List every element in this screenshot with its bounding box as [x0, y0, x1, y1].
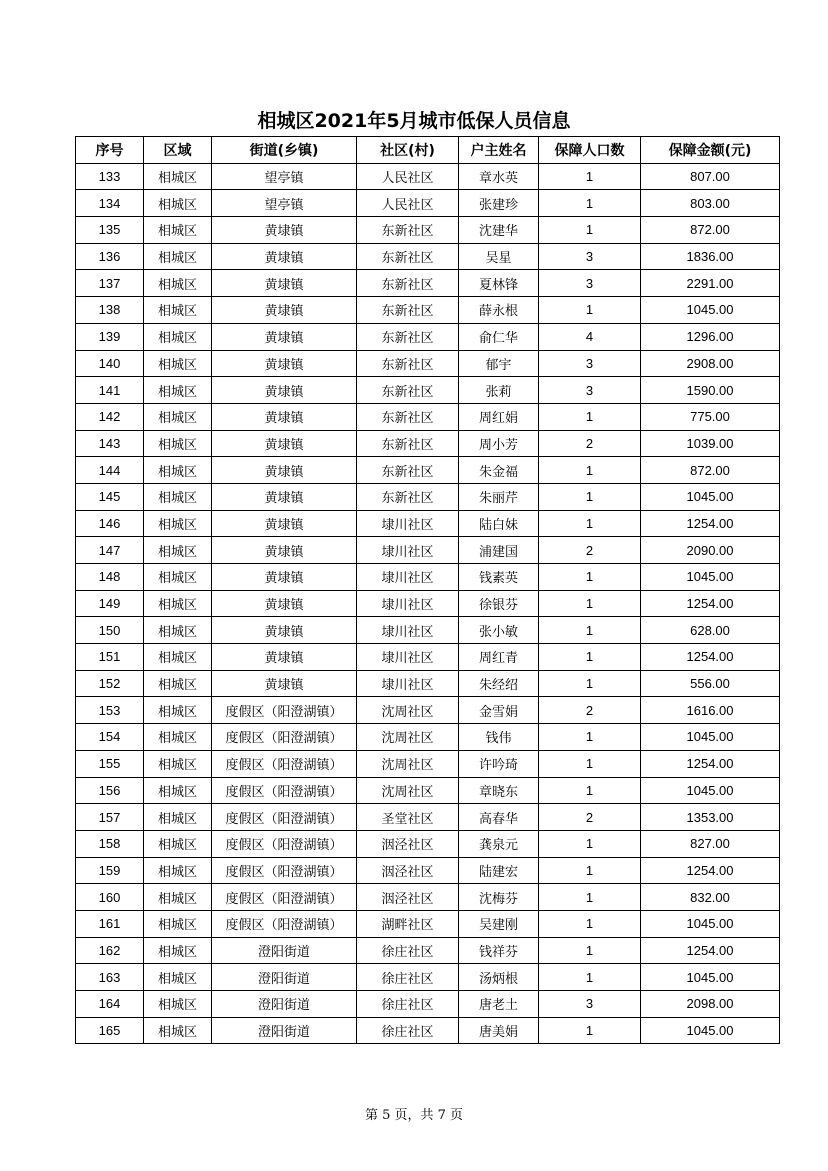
cell-amount: 1045.00: [641, 777, 780, 804]
cell-householder: 唐美娟: [459, 1017, 539, 1044]
table-row: [76, 777, 780, 804]
cell-householder: 张小敏: [459, 617, 539, 644]
cell-district: 相城区: [144, 724, 212, 751]
cell-householder: 陆建宏: [459, 857, 539, 884]
cell-amount: 2098.00: [641, 991, 780, 1018]
cell-householder: 张建珍: [459, 190, 539, 217]
cell-householder: 吴建刚: [459, 910, 539, 937]
cell-people-count: 2: [539, 697, 641, 724]
cell-district: 相城区: [144, 617, 212, 644]
header-street: 街道(乡镇): [212, 137, 357, 164]
cell-householder: 许吟琦: [459, 750, 539, 777]
cell-seq: 147: [76, 537, 144, 564]
cell-street: 黄埭镇: [212, 377, 357, 404]
cell-householder: 张莉: [459, 377, 539, 404]
cell-people-count: 1: [539, 937, 641, 964]
cell-people-count: 1: [539, 670, 641, 697]
cell-street: 黄埭镇: [212, 270, 357, 297]
cell-street: 度假区（阳澄湖镇）: [212, 697, 357, 724]
cell-householder: 钱素英: [459, 564, 539, 591]
cell-community: 东新社区: [357, 217, 459, 244]
cell-community: 东新社区: [357, 377, 459, 404]
cell-community: 洇泾社区: [357, 857, 459, 884]
table-row: [76, 297, 780, 324]
cell-district: 相城区: [144, 564, 212, 591]
cell-people-count: 1: [539, 724, 641, 751]
cell-street: 黄埭镇: [212, 483, 357, 510]
cell-community: 东新社区: [357, 243, 459, 270]
cell-street: 度假区（阳澄湖镇）: [212, 857, 357, 884]
cell-street: 黄埭镇: [212, 297, 357, 324]
cell-people-count: 1: [539, 884, 641, 911]
cell-amount: 832.00: [641, 884, 780, 911]
cell-amount: 1254.00: [641, 644, 780, 671]
cell-street: 黄埭镇: [212, 537, 357, 564]
cell-people-count: 4: [539, 323, 641, 350]
cell-householder: 朱金福: [459, 457, 539, 484]
cell-street: 澄阳街道: [212, 991, 357, 1018]
cell-district: 相城区: [144, 537, 212, 564]
cell-people-count: 2: [539, 537, 641, 564]
cell-community: 埭川社区: [357, 617, 459, 644]
cell-amount: 1254.00: [641, 750, 780, 777]
cell-district: 相城区: [144, 243, 212, 270]
cell-seq: 153: [76, 697, 144, 724]
cell-people-count: 3: [539, 991, 641, 1018]
cell-street: 度假区（阳澄湖镇）: [212, 750, 357, 777]
cell-street: 黄埭镇: [212, 617, 357, 644]
cell-street: 度假区（阳澄湖镇）: [212, 724, 357, 751]
cell-street: 黄埭镇: [212, 430, 357, 457]
cell-street: 黄埭镇: [212, 217, 357, 244]
cell-amount: 1836.00: [641, 243, 780, 270]
cell-community: 人民社区: [357, 163, 459, 190]
cell-amount: 803.00: [641, 190, 780, 217]
table-row: [76, 617, 780, 644]
cell-householder: 周小芳: [459, 430, 539, 457]
cell-amount: 1045.00: [641, 910, 780, 937]
cell-people-count: 2: [539, 430, 641, 457]
cell-district: 相城区: [144, 697, 212, 724]
cell-seq: 133: [76, 163, 144, 190]
cell-community: 人民社区: [357, 190, 459, 217]
table-row: [76, 937, 780, 964]
cell-people-count: 3: [539, 270, 641, 297]
cell-street: 澄阳街道: [212, 1017, 357, 1044]
cell-community: 东新社区: [357, 403, 459, 430]
cell-amount: 1254.00: [641, 510, 780, 537]
cell-community: 洇泾社区: [357, 884, 459, 911]
cell-householder: 薛永根: [459, 297, 539, 324]
cell-seq: 140: [76, 350, 144, 377]
cell-amount: 827.00: [641, 830, 780, 857]
cell-district: 相城区: [144, 510, 212, 537]
cell-community: 湖畔社区: [357, 910, 459, 937]
cell-householder: 俞仁华: [459, 323, 539, 350]
cell-street: 黄埭镇: [212, 670, 357, 697]
cell-householder: 沈梅芬: [459, 884, 539, 911]
cell-street: 黄埭镇: [212, 644, 357, 671]
cell-householder: 章水英: [459, 163, 539, 190]
cell-people-count: 1: [539, 857, 641, 884]
cell-district: 相城区: [144, 830, 212, 857]
cell-district: 相城区: [144, 297, 212, 324]
cell-district: 相城区: [144, 270, 212, 297]
cell-people-count: 1: [539, 564, 641, 591]
cell-community: 埭川社区: [357, 537, 459, 564]
cell-amount: 1254.00: [641, 590, 780, 617]
cell-street: 望亭镇: [212, 190, 357, 217]
table-row: [76, 190, 780, 217]
cell-street: 度假区（阳澄湖镇）: [212, 884, 357, 911]
recipients-table: [75, 136, 780, 1044]
cell-householder: 唐老土: [459, 991, 539, 1018]
cell-amount: 556.00: [641, 670, 780, 697]
cell-street: 澄阳街道: [212, 964, 357, 991]
table-row: [76, 724, 780, 751]
table-row: [76, 217, 780, 244]
cell-community: 东新社区: [357, 350, 459, 377]
cell-community: 东新社区: [357, 323, 459, 350]
cell-street: 黄埭镇: [212, 590, 357, 617]
cell-people-count: 1: [539, 964, 641, 991]
cell-householder: 周红娟: [459, 403, 539, 430]
cell-amount: 1045.00: [641, 1017, 780, 1044]
cell-people-count: 1: [539, 457, 641, 484]
cell-people-count: 1: [539, 217, 641, 244]
cell-community: 洇泾社区: [357, 830, 459, 857]
cell-street: 黄埭镇: [212, 510, 357, 537]
cell-district: 相城区: [144, 750, 212, 777]
cell-community: 徐庄社区: [357, 964, 459, 991]
table-row: [76, 403, 780, 430]
header-row: [76, 137, 780, 164]
cell-amount: 1254.00: [641, 937, 780, 964]
cell-seq: 138: [76, 297, 144, 324]
table-row: [76, 804, 780, 831]
cell-householder: 周红青: [459, 644, 539, 671]
cell-amount: 628.00: [641, 617, 780, 644]
cell-street: 望亭镇: [212, 163, 357, 190]
cell-seq: 144: [76, 457, 144, 484]
cell-street: 黄埭镇: [212, 403, 357, 430]
table-row: [76, 697, 780, 724]
cell-seq: 154: [76, 724, 144, 751]
page-title: 相城区2021年5月城市低保人员信息: [257, 110, 571, 132]
cell-people-count: 1: [539, 910, 641, 937]
cell-householder: 汤炳根: [459, 964, 539, 991]
cell-district: 相城区: [144, 483, 212, 510]
cell-district: 相城区: [144, 804, 212, 831]
cell-seq: 145: [76, 483, 144, 510]
cell-seq: 161: [76, 910, 144, 937]
table-row: [76, 510, 780, 537]
cell-street: 澄阳街道: [212, 937, 357, 964]
table-row: [76, 910, 780, 937]
cell-street: 黄埭镇: [212, 243, 357, 270]
cell-amount: 1045.00: [641, 483, 780, 510]
cell-seq: 163: [76, 964, 144, 991]
cell-householder: 夏林锋: [459, 270, 539, 297]
table-row: [76, 670, 780, 697]
cell-district: 相城区: [144, 323, 212, 350]
table-row: [76, 1017, 780, 1044]
cell-people-count: 1: [539, 777, 641, 804]
cell-community: 沈周社区: [357, 724, 459, 751]
cell-community: 埭川社区: [357, 510, 459, 537]
cell-district: 相城区: [144, 350, 212, 377]
cell-street: 黄埭镇: [212, 350, 357, 377]
cell-householder: 郁宇: [459, 350, 539, 377]
cell-street: 度假区（阳澄湖镇）: [212, 910, 357, 937]
cell-community: 东新社区: [357, 270, 459, 297]
table-row: [76, 377, 780, 404]
cell-seq: 137: [76, 270, 144, 297]
cell-district: 相城区: [144, 964, 212, 991]
cell-seq: 159: [76, 857, 144, 884]
cell-householder: 高春华: [459, 804, 539, 831]
cell-street: 度假区（阳澄湖镇）: [212, 777, 357, 804]
cell-seq: 157: [76, 804, 144, 831]
cell-district: 相城区: [144, 403, 212, 430]
cell-district: 相城区: [144, 910, 212, 937]
cell-people-count: 1: [539, 483, 641, 510]
cell-community: 埭川社区: [357, 590, 459, 617]
cell-householder: 龚泉元: [459, 830, 539, 857]
table-row: [76, 163, 780, 190]
cell-community: 东新社区: [357, 457, 459, 484]
cell-householder: 浦建国: [459, 537, 539, 564]
cell-people-count: 3: [539, 243, 641, 270]
cell-people-count: 1: [539, 190, 641, 217]
cell-seq: 148: [76, 564, 144, 591]
cell-community: 徐庄社区: [357, 991, 459, 1018]
cell-district: 相城区: [144, 190, 212, 217]
cell-people-count: 2: [539, 804, 641, 831]
cell-community: 沈周社区: [357, 777, 459, 804]
cell-district: 相城区: [144, 670, 212, 697]
cell-district: 相城区: [144, 991, 212, 1018]
cell-seq: 162: [76, 937, 144, 964]
cell-community: 东新社区: [357, 483, 459, 510]
cell-seq: 146: [76, 510, 144, 537]
cell-seq: 136: [76, 243, 144, 270]
cell-district: 相城区: [144, 857, 212, 884]
cell-people-count: 1: [539, 750, 641, 777]
table-row: [76, 564, 780, 591]
table-row: [76, 323, 780, 350]
cell-seq: 158: [76, 830, 144, 857]
table-row: [76, 884, 780, 911]
table-row: [76, 270, 780, 297]
cell-district: 相城区: [144, 377, 212, 404]
cell-amount: 1045.00: [641, 564, 780, 591]
cell-amount: 2908.00: [641, 350, 780, 377]
table-row: [76, 537, 780, 564]
cell-street: 度假区（阳澄湖镇）: [212, 830, 357, 857]
cell-seq: 164: [76, 991, 144, 1018]
table-row: [76, 830, 780, 857]
cell-community: 埭川社区: [357, 670, 459, 697]
cell-community: 圣堂社区: [357, 804, 459, 831]
cell-amount: 1590.00: [641, 377, 780, 404]
page-footer: 第 5 页，共 7 页: [364, 1108, 464, 1123]
header-district: 区域: [144, 137, 212, 164]
cell-people-count: 1: [539, 644, 641, 671]
cell-amount: 2090.00: [641, 537, 780, 564]
cell-street: 黄埭镇: [212, 323, 357, 350]
cell-district: 相城区: [144, 937, 212, 964]
cell-community: 埭川社区: [357, 644, 459, 671]
cell-amount: 1616.00: [641, 697, 780, 724]
cell-seq: 156: [76, 777, 144, 804]
header-community: 社区(村): [357, 137, 459, 164]
cell-community: 东新社区: [357, 430, 459, 457]
table-row: [76, 991, 780, 1018]
table-row: [76, 483, 780, 510]
cell-amount: 1045.00: [641, 724, 780, 751]
cell-seq: 149: [76, 590, 144, 617]
cell-people-count: 1: [539, 403, 641, 430]
cell-amount: 872.00: [641, 457, 780, 484]
cell-street: 度假区（阳澄湖镇）: [212, 804, 357, 831]
table-row: [76, 430, 780, 457]
cell-seq: 152: [76, 670, 144, 697]
cell-householder: 金雪娟: [459, 697, 539, 724]
cell-district: 相城区: [144, 590, 212, 617]
cell-householder: 徐银芬: [459, 590, 539, 617]
cell-people-count: 1: [539, 163, 641, 190]
cell-people-count: 1: [539, 297, 641, 324]
cell-seq: 155: [76, 750, 144, 777]
cell-householder: 吴星: [459, 243, 539, 270]
cell-seq: 165: [76, 1017, 144, 1044]
cell-seq: 141: [76, 377, 144, 404]
cell-amount: 1254.00: [641, 857, 780, 884]
cell-householder: 钱祥芬: [459, 937, 539, 964]
table-row: [76, 857, 780, 884]
cell-district: 相城区: [144, 457, 212, 484]
table-row: [76, 644, 780, 671]
header-seq: 序号: [76, 137, 144, 164]
cell-community: 沈周社区: [357, 697, 459, 724]
cell-district: 相城区: [144, 644, 212, 671]
cell-householder: 陆白妹: [459, 510, 539, 537]
cell-amount: 1353.00: [641, 804, 780, 831]
table-row: [76, 964, 780, 991]
table-row: [76, 590, 780, 617]
cell-seq: 143: [76, 430, 144, 457]
cell-community: 东新社区: [357, 297, 459, 324]
cell-amount: 775.00: [641, 403, 780, 430]
cell-amount: 2291.00: [641, 270, 780, 297]
cell-district: 相城区: [144, 884, 212, 911]
cell-district: 相城区: [144, 217, 212, 244]
cell-community: 埭川社区: [357, 564, 459, 591]
cell-seq: 151: [76, 644, 144, 671]
cell-seq: 135: [76, 217, 144, 244]
header-householder: 户主姓名: [459, 137, 539, 164]
cell-householder: 沈建华: [459, 217, 539, 244]
cell-community: 徐庄社区: [357, 937, 459, 964]
cell-people-count: 1: [539, 830, 641, 857]
cell-amount: 1045.00: [641, 964, 780, 991]
table-body: [76, 163, 780, 1044]
cell-people-count: 3: [539, 350, 641, 377]
cell-district: 相城区: [144, 430, 212, 457]
cell-community: 沈周社区: [357, 750, 459, 777]
cell-amount: 872.00: [641, 217, 780, 244]
cell-amount: 807.00: [641, 163, 780, 190]
cell-district: 相城区: [144, 777, 212, 804]
table-row: [76, 243, 780, 270]
cell-people-count: 3: [539, 377, 641, 404]
cell-seq: 160: [76, 884, 144, 911]
cell-people-count: 1: [539, 590, 641, 617]
cell-people-count: 1: [539, 617, 641, 644]
cell-seq: 150: [76, 617, 144, 644]
cell-community: 徐庄社区: [357, 1017, 459, 1044]
header-amount: 保障金额(元): [641, 137, 780, 164]
cell-district: 相城区: [144, 1017, 212, 1044]
header-people-count: 保障人口数: [539, 137, 641, 164]
cell-householder: 朱丽芹: [459, 483, 539, 510]
cell-householder: 章晓东: [459, 777, 539, 804]
cell-amount: 1039.00: [641, 430, 780, 457]
cell-people-count: 1: [539, 1017, 641, 1044]
cell-householder: 钱伟: [459, 724, 539, 751]
cell-amount: 1045.00: [641, 297, 780, 324]
cell-amount: 1296.00: [641, 323, 780, 350]
cell-district: 相城区: [144, 163, 212, 190]
cell-people-count: 1: [539, 510, 641, 537]
cell-seq: 134: [76, 190, 144, 217]
cell-street: 黄埭镇: [212, 564, 357, 591]
cell-seq: 142: [76, 403, 144, 430]
cell-street: 黄埭镇: [212, 457, 357, 484]
table-row: [76, 350, 780, 377]
table-row: [76, 750, 780, 777]
cell-seq: 139: [76, 323, 144, 350]
table-row: [76, 457, 780, 484]
cell-householder: 朱经绍: [459, 670, 539, 697]
